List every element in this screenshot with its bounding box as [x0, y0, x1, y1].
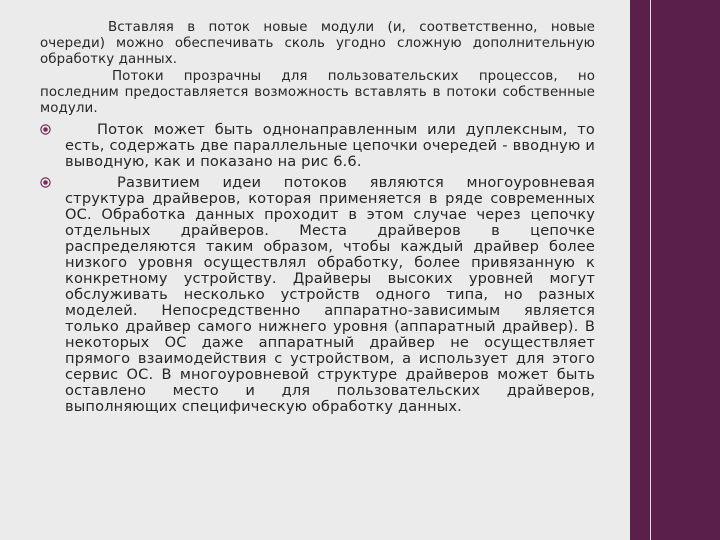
circled-bullet-icon	[40, 177, 51, 188]
paragraph-2: Потоки прозрачны для пользовательских процессов, но последним предоставляется возможность вставлять в потоки собственные модули.	[40, 68, 595, 117]
bullet-text-2: Развитием идеи потоков являются многоуровневая структура драйверов, которая применяется в ряде современных ОС. Обработка данных проходит в этом случае через цепочку отдельных драйверов. Места драйверов в цепочке распределяются таким образом, чтобы каждый драйвер более низкого уровня осуществлял обработку, более привязанную к конкретному устройству. Драйверы высоких уровней могут обслуживать несколько устройств одного типа, но разных моделей. Непосредственно аппаратно-зависимым является только драйвер самого нижнего уровня (аппаратный драйвер). В некоторых ОС даже аппаратный драйвер не осуществляет прямого взаимодействия с устройством, а использует для этого сервис ОС. В многоуровневой структуре драйверов может быть оставлено место и для пользовательских драйверов, выполняющих специфическую обработку данных.	[65, 174, 595, 416]
sidebar-divider-line	[650, 0, 651, 540]
bullet-item-2	[40, 175, 595, 415]
sidebar-decoration	[630, 0, 720, 540]
bullet-text-1: Поток может быть однонаправленным или дуплексным, то есть, содержать две параллельные цепочки очередей - вводную и выводную, как и показано на рис 6.6.	[65, 121, 595, 171]
slide-body	[40, 20, 595, 415]
circled-bullet-icon	[40, 124, 51, 135]
paragraph-1: Вставляя в поток новые модули (и, соответственно, новые очереди) можно обеспечивать сколь угодно сложную дополнительную обработку данных.	[40, 20, 595, 68]
bullet-item-1	[40, 122, 595, 170]
